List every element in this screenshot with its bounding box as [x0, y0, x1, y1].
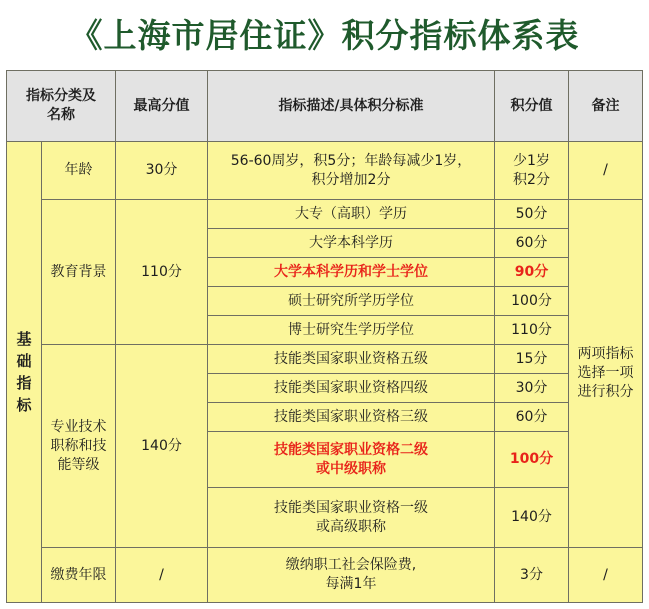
description: 缴纳职工社会保险费, 每满1年: [208, 548, 495, 603]
indicator-name: 年龄: [42, 142, 116, 200]
table-row: [7, 345, 643, 374]
score: 60分: [495, 229, 569, 258]
indicator-name: 专业技术 职称和技 能等级: [42, 345, 116, 548]
description-highlight: 大学本科学历和学士学位: [208, 258, 495, 287]
score-highlight: 90分: [495, 258, 569, 287]
score: 50分: [495, 200, 569, 229]
max-score: 140分: [116, 345, 208, 548]
note: /: [569, 142, 643, 200]
header-description: 指标描述/具体积分标准: [208, 71, 495, 142]
score: 15分: [495, 345, 569, 374]
description: 硕士研究所学历学位: [208, 287, 495, 316]
max-score: 110分: [116, 200, 208, 345]
description: 大学本科学历: [208, 229, 495, 258]
table-row: [7, 142, 643, 200]
table-row: [7, 548, 643, 603]
page-title: 《上海市居住证》积分指标体系表: [69, 15, 580, 55]
description: 技能类国家职业资格五级: [208, 345, 495, 374]
header-note: 备注: [569, 71, 643, 142]
score: 140分: [495, 488, 569, 548]
score: 110分: [495, 316, 569, 345]
score: 3分: [495, 548, 569, 603]
description: 56-60周岁，积5分；年龄每减少1岁， 积分增加2分: [208, 142, 495, 200]
description: 博士研究生学历学位: [208, 316, 495, 345]
score-highlight: 100分: [495, 432, 569, 488]
score: 100分: [495, 287, 569, 316]
header-category: 指标分类及 名称: [7, 71, 116, 142]
description: 技能类国家职业资格四级: [208, 374, 495, 403]
description: 技能类国家职业资格三级: [208, 403, 495, 432]
max-score: /: [116, 548, 208, 603]
max-score: 30分: [116, 142, 208, 200]
shared-note: 两项指标 选择一项 进行积分: [569, 200, 643, 548]
description: 技能类国家职业资格一级 或高级职称: [208, 488, 495, 548]
indicator-name: 教育背景: [42, 200, 116, 345]
header-max-score: 最高分值: [116, 71, 208, 142]
description-highlight: 技能类国家职业资格二级 或中级职称: [208, 432, 495, 488]
points-table: [6, 70, 643, 603]
score: 30分: [495, 374, 569, 403]
header-row: [7, 71, 643, 142]
note: /: [569, 548, 643, 603]
score: 60分: [495, 403, 569, 432]
group-label-basic: 基 础 指 标: [7, 142, 42, 603]
header-score: 积分值: [495, 71, 569, 142]
table-row: [7, 200, 643, 229]
score: 少1岁 积2分: [495, 142, 569, 200]
description: 大专（高职）学历: [208, 200, 495, 229]
indicator-name: 缴费年限: [42, 548, 116, 603]
